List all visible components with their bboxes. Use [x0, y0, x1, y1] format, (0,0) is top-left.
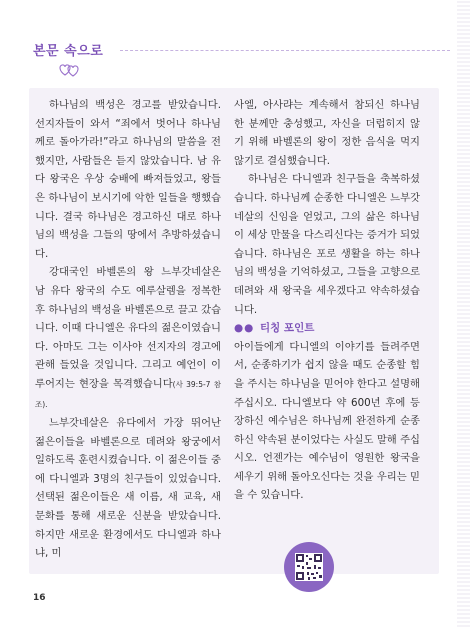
body-paragraph: [35, 263, 221, 414]
body-paragraph: 하나님의 백성은 경고를 받았습니다. 선지자들이 와서 “죄에서 벗어나 하나님께로 돌아가라!”라고 하나님의 말씀을 전했지만, 사람들은 듣지 않았습니다. 남 유다 왕국은 우상 숭배에 빠져들었고, 왕들은 하나님이 보시기에 악한 일들을 행했습니다. 결국 하나님은 경고하신 대로 하나님의 백성을 그들의 땅에서 추방하셨습니다.: [35, 99, 221, 260]
section-title: 본문 속으로: [33, 44, 104, 59]
body-paragraph: 느부갓네살은 유다에서 가장 뛰어난 젊은이들을 바벨론으로 데려와 왕궁에서 일하도록 훈련시켰습니다. 이 젊은이들 중에 다니엘과 3명의 친구들이 있었습니다. 선택된 젊은이들은 새 이름, 새 교육, 새 문화를 통해 새로운 신분을 받았습니다. 하지만 새로운 환경에서도 다니엘과 하나냐, 미: [35, 417, 221, 560]
teaching-point-text: 아이들에게 다니엘의 이야기를 들려주면서, 순종하기가 쉽지 않을 때도 순종할 힘을 주시는 하나님을 믿어야 한다고 설명해 주십시오. 다니엘보다 약 600년 후에 등장하신 예수님은 하나님께 완전하게 순종하신 약속된 분이었다는 사실도 말해 주십시오. 언젠가는 예수님이 영원한 왕국을 세우기 위해 돌아오신다는 것을 우리는 믿을 수 있습니다.: [234, 340, 420, 502]
text-column-right: [234, 96, 420, 505]
scripture-reference: (사 39:5-7 참조).: [35, 379, 221, 409]
double-heart-icon: [58, 62, 80, 78]
body-paragraph: 하나님은 다니엘과 친구들을 축복하셨습니다. 하나님께 순종한 다니엘은 느부갓네살의 신임을 얻었고, 그의 삶은 하나님이 세상 만물을 다스리신다는 증거가 되었습니다. 하나님은 포로 생활을 하는 하나님의 백성을 기억하셨고, 그들을 고향으로 데려와 새 왕국을 세우겠다고 약속하셨습니다.: [234, 173, 420, 316]
qr-code-icon[interactable]: [284, 542, 334, 592]
body-text: 강대국인 바벨론의 왕 느부갓네살은 남 유다 왕국의 수도 예루살렘을 정복한 후 하나님의 백성을 바벨론으로 끌고 갔습니다. 이때 다니엘은 유다의 젊은이였습니다. 아마도 그는 이사야 선지자의 경고에 관해 들었을 것입니다. 그리고 예언이 이루어지는 현장을 목격했습니다: [35, 266, 221, 390]
bullet-dots-icon: ●●: [234, 322, 255, 335]
text-column-left: [35, 96, 221, 563]
page-number: 16: [33, 593, 46, 603]
body-paragraph: 사엘, 아사랴는 계속해서 참되신 하나님 한 분께만 충성했고, 자신을 더럽히지 않기 위해 바벨론의 왕이 정한 음식을 먹지 않기로 결심했습니다.: [234, 99, 420, 167]
teaching-point-label: 티칭 포인트: [259, 322, 315, 335]
teaching-point-heading: [234, 319, 420, 338]
header-divider: [120, 50, 450, 51]
page-edge-strip: [457, 0, 470, 627]
